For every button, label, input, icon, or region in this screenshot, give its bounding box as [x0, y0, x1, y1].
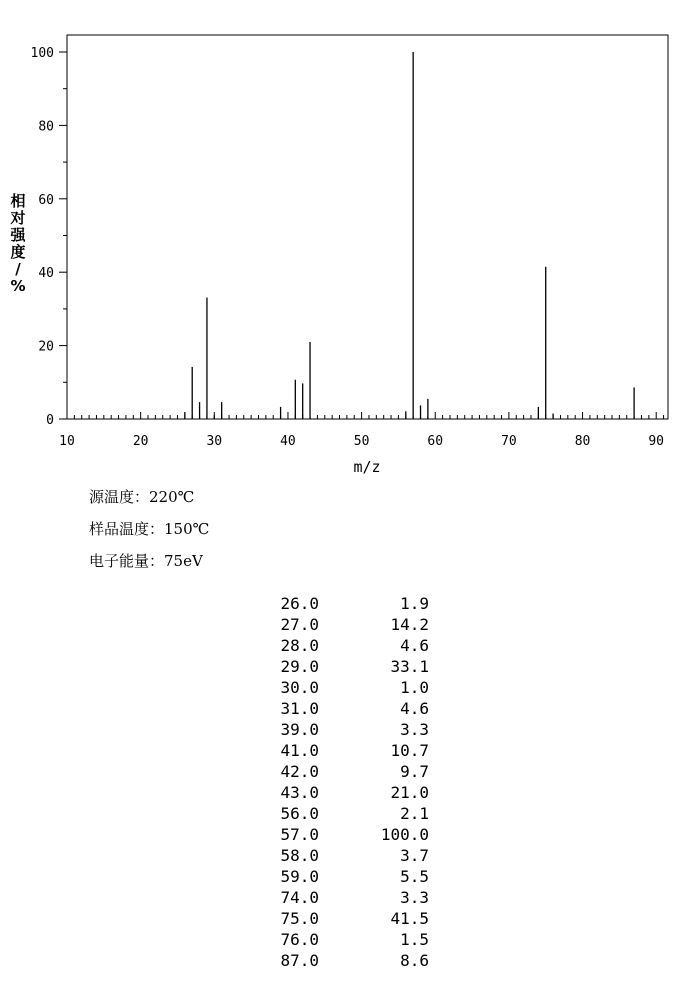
table-row: [262, 719, 429, 740]
table-row: [262, 698, 429, 719]
abundance-value: 4.6: [400, 699, 429, 718]
x-tick-label: 50: [353, 434, 370, 449]
abundance-value: 4.6: [400, 636, 429, 655]
table-row: [262, 824, 429, 845]
mz-value: 28.0: [280, 636, 319, 655]
x-tick-label: 60: [427, 434, 444, 449]
table-row: [262, 929, 429, 950]
experiment-conditions: [89, 484, 209, 580]
abundance-value: 41.5: [390, 909, 429, 928]
table-row: [262, 593, 429, 614]
abundance-value: 3.7: [400, 846, 429, 865]
mass-spectrum-chart: [0, 0, 696, 480]
sample-temperature: 样品温度：150℃: [89, 520, 210, 538]
abundance-value: 3.3: [400, 888, 429, 907]
x-tick-label: 70: [501, 434, 517, 449]
abundance-value: 33.1: [390, 657, 429, 676]
x-tick-label: 20: [132, 434, 149, 449]
mz-value: 57.0: [280, 825, 319, 844]
x-tick-label: 10: [59, 434, 75, 449]
axis-ticks: [31, 46, 665, 449]
y-tick-label: 60: [38, 192, 54, 208]
table-row: [262, 761, 429, 782]
mz-value: 30.0: [280, 678, 319, 697]
mz-value: 87.0: [280, 951, 319, 970]
table-row: [262, 908, 429, 929]
mz-value: 75.0: [280, 909, 319, 928]
mz-value: 42.0: [280, 762, 319, 781]
table-row: [262, 866, 429, 887]
mz-value: 41.0: [280, 741, 319, 760]
table-row: [262, 845, 429, 866]
source-temperature: 源温度：220℃: [89, 488, 195, 506]
mz-value: 74.0: [280, 888, 319, 907]
abundance-value: 100.0: [380, 825, 429, 844]
abundance-value: 9.7: [400, 762, 429, 781]
mz-value: 31.0: [280, 699, 319, 718]
table-row: [262, 614, 429, 635]
y-axis-label: 相对强度/ %: [10, 192, 26, 295]
y-tick-label: 80: [38, 119, 54, 135]
peak-table: [262, 593, 429, 971]
mz-value: 76.0: [280, 930, 319, 949]
x-tick-label: 40: [280, 434, 296, 449]
table-row: [262, 887, 429, 908]
abundance-value: 2.1: [400, 804, 429, 823]
y-tick-label: 20: [38, 339, 54, 355]
mz-value: 43.0: [280, 783, 319, 802]
plot-frame: [67, 35, 668, 419]
y-tick-label: 100: [30, 46, 54, 61]
y-tick-label: 40: [38, 266, 54, 282]
table-row: [262, 803, 429, 824]
mz-value: 58.0: [280, 846, 319, 865]
mz-value: 27.0: [280, 615, 319, 634]
abundance-value: 1.0: [400, 678, 429, 697]
table-row: [262, 740, 429, 761]
table-row: [262, 677, 429, 698]
abundance-value: 1.5: [400, 930, 429, 949]
mz-value: 59.0: [280, 867, 319, 886]
x-axis-label: m/z: [353, 458, 381, 476]
abundance-value: 14.2: [390, 615, 429, 634]
abundance-value: 8.6: [400, 951, 429, 970]
y-tick-label: 0: [46, 413, 54, 428]
spectrum-peaks: [185, 52, 634, 419]
x-tick-label: 80: [574, 434, 591, 449]
x-tick-label: 90: [648, 434, 665, 449]
table-row: [262, 782, 429, 803]
mz-value: 56.0: [280, 804, 319, 823]
abundance-value: 1.9: [400, 594, 429, 613]
mz-value: 29.0: [280, 657, 319, 676]
x-tick-label: 30: [206, 434, 223, 449]
abundance-value: 21.0: [390, 783, 429, 802]
abundance-value: 3.3: [400, 720, 429, 739]
mz-value: 39.0: [280, 720, 319, 739]
mz-value: 26.0: [280, 594, 319, 613]
abundance-value: 10.7: [390, 741, 429, 760]
abundance-value: 5.5: [400, 867, 429, 886]
table-row: [262, 950, 429, 971]
table-row: [262, 635, 429, 656]
table-row: [262, 656, 429, 677]
electron-energy: 电子能量：75eV: [89, 552, 203, 570]
